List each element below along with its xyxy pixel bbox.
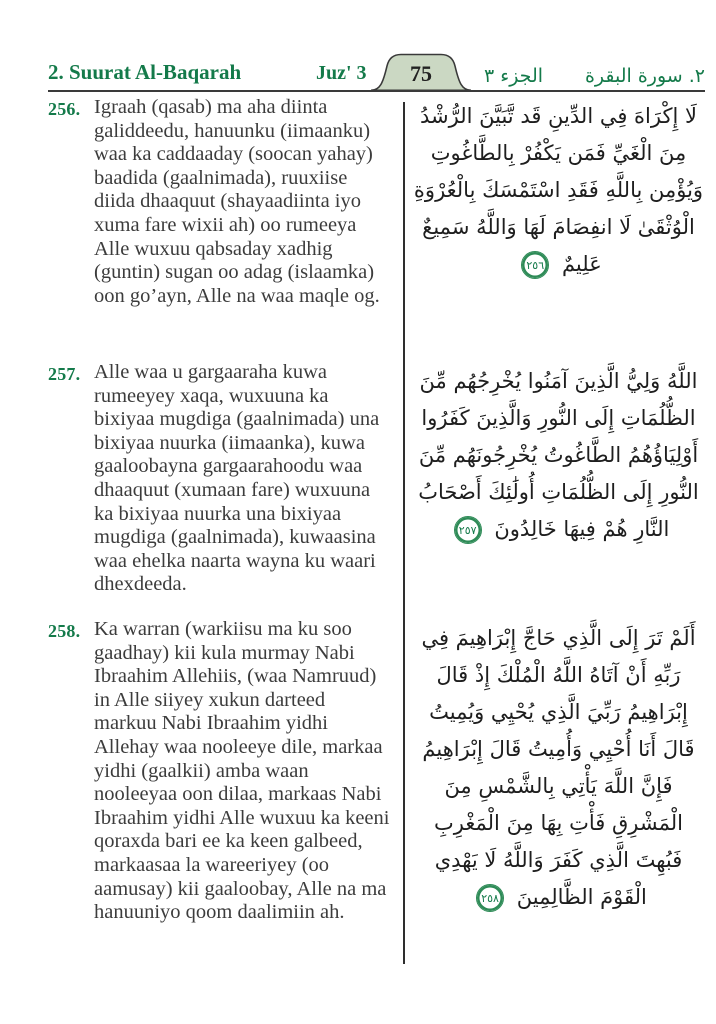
juz-label-arabic: الجزء ٣	[484, 65, 544, 87]
arabic-text: اللَّهُ وَلِيُّ الَّذِينَ آمَنُوا يُخْرِجُهُم مِّنَ الظُّلُمَاتِ إِلَى النُّورِ وَالَّذِينَ كَفَرُوا أَوْلِيَاؤُهُمُ الطَّاغُوتُ يُخْرِجُونَهُم مِّنَ النُّورِ إِلَى الظُّلُمَاتِ أُولَٰئِكَ أَصْحَابُ النَّارِ هُمْ فِيهَا خَالِدُونَ	[418, 369, 699, 541]
ayah-number: ٢٥٦	[526, 258, 545, 272]
ayah-end-marker	[521, 251, 549, 279]
surah-title-arabic: ٢. سورة البقرة	[584, 65, 705, 87]
page-number: 75	[410, 61, 432, 86]
page-header	[48, 50, 705, 92]
page-number-tab-shape	[370, 53, 472, 91]
ayah-end-marker	[454, 516, 482, 544]
verse-number: 258.	[48, 621, 81, 641]
ayah-end-marker	[476, 884, 504, 912]
verse-row-257	[0, 361, 716, 618]
page-content	[0, 96, 716, 925]
surah-title-latin: 2. Suurat Al-Baqarah	[48, 60, 242, 84]
arabic-verse	[412, 96, 705, 283]
juz-label: Juz' 3	[316, 62, 367, 84]
arabic-text: أَلَمْ تَرَ إِلَى الَّذِي حَاجَّ إِبْرَاهِيمَ فِي رَبِّهِ أَنْ آتَاهُ اللَّهُ الْمُلْكَ إِذْ قَالَ إِبْرَاهِيمُ رَبِّيَ الَّذِي يُحْيِي وَيُمِيتُ قَالَ أَنَا أُحْيِي وَأُمِيتُ قَالَ إِبْرَاهِيمُ فَإِنَّ اللَّهَ يَأْتِي بِالشَّمْسِ مِنَ الْمَشْرِقِ فَأْتِ بِهَا مِنَ الْمَغْرِبِ فَبُهِتَ الَّذِي كَفَرَ وَاللَّهُ لَا يَهْدِي الْقَوْمَ الظَّالِمِينَ	[421, 626, 696, 909]
somali-translation: Igraah (qasab) ma aha diinta galiddeedu, hanuunku (iimaanku) waa ka caddaaday (soocan yahay) baadida (gaalnimada), ruuxiise diida dhaaquut (shayaadiinta iyo xuma fare wixii ah) oo rumeeya Alle wuxuu qabsaday xadhig (guntin) sugan oo adag (islaamka) oon go’ayn, Alle na waa maqle og.	[94, 96, 380, 307]
ayah-number: ٢٥٧	[458, 523, 477, 537]
somali-translation: Ka warran (warkiisu ma ku soo gaadhay) kii kula murmay Nabi Ibraahim Allehiis, (waa Namruud) in Alle siiyey xukun darteed markuu Nabi Ibraahim yidhi Allehay waa nooleeye dile, markaa yidhi (gaalkii) amba waan nooleeyaa oon dilaa, markaas Nabi Ibraahim yidhi Alle wuxuu ka keeni qoraxda bari ee ka keen galbeed, markaasaa la wareeriyey (oo aamusay) kii gaaloobay, Alle na ma hanuuniyo qoom daalimiin ah.	[94, 618, 390, 924]
arabic-verse	[412, 618, 705, 916]
verse-row-256	[0, 96, 716, 361]
ayah-number: ٢٥٨	[481, 891, 499, 905]
verse-number: 256.	[48, 99, 81, 119]
arabic-verse	[412, 361, 705, 548]
somali-translation: Alle waa u gargaaraha kuwa rumeeyey xaqa, wuxuuna ka bixiyaa mugdiga (gaalnimada) una bixiyaa nuurka (iimaanka), kuwa gaaloobayna gargaarahoodu waa dhaaquut (xumaan fare) wuxuuna ka bixiyaa nuurka una bixiyaa mugdiga (gaalnimada), kuwaasina waa ehelka naarta wayna ku waari dhexdeeda.	[94, 361, 380, 596]
arabic-text: لَا إِكْرَاهَ فِي الدِّينِ قَد تَّبَيَّنَ الرُّشْدُ مِنَ الْغَيِّ فَمَن يَكْفُرْ بِالطَّاغُوتِ وَيُؤْمِن بِاللَّهِ فَقَدِ اسْتَمْسَكَ بِالْعُرْوَةِ الْوُثْقَىٰ لَا انفِصَامَ لَهَا وَاللَّهُ سَمِيعٌ عَلِيمٌ	[413, 104, 704, 276]
page-number-badge	[370, 53, 472, 91]
verse-number: 257.	[48, 364, 81, 384]
verse-row-258	[0, 618, 716, 925]
